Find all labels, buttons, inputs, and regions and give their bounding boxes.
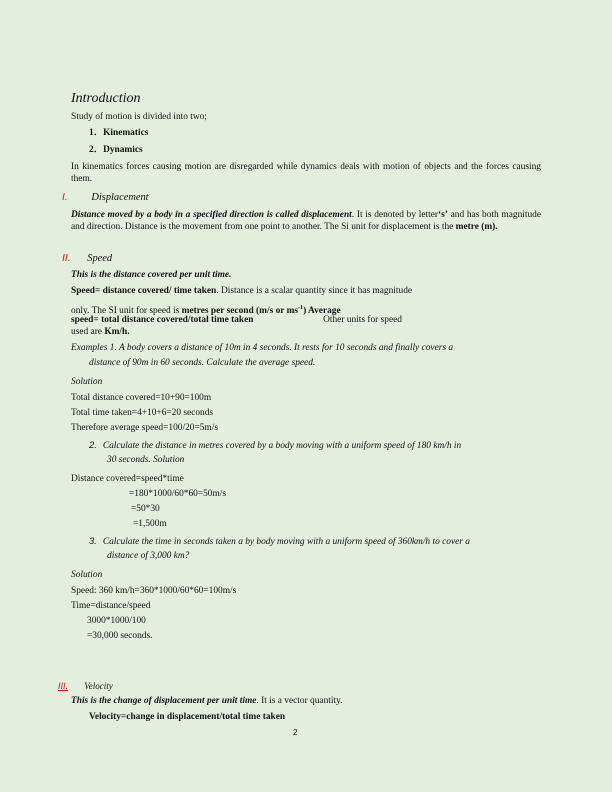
example-number: 3. (89, 535, 97, 546)
speed-units-line (71, 326, 130, 338)
speed-average-line (71, 314, 402, 326)
solution-line: Speed: 360 km/h=360*1000/60*60=100m/s (71, 586, 237, 596)
page-number: 2 (293, 728, 298, 737)
speed-definition: This is the distance covered per unit time. (71, 270, 232, 280)
heading-text: Speed (87, 253, 113, 264)
solution-line: Time=distance/speed (71, 601, 151, 611)
units-value: Km/h. (104, 327, 130, 337)
units-text: used are (71, 327, 105, 337)
example-1-continued: distance of 90m in 60 seconds. Calculate the average speed. (89, 358, 316, 368)
speed-formula-note: . Distance is a scalar quantity since it has magnitude (216, 286, 413, 296)
section-heading-velocity (58, 680, 113, 692)
solution-line: =50*30 (131, 504, 160, 514)
intro-lead: Study of motion is divided into two; (71, 112, 207, 122)
velocity-definition-line (71, 695, 343, 707)
section-heading-displacement (62, 192, 149, 204)
example-1-text: Examples 1. A body covers a distance of 10m in 4 seconds. It rests for 10 seconds and finally covers a (71, 343, 454, 353)
example-3-text (89, 535, 470, 548)
solution-label: Solution (71, 377, 103, 387)
roman-numeral: I. (62, 192, 68, 203)
list-item-dynamics (89, 144, 143, 156)
solution-line: Total time taken=4+10+6=20 seconds (71, 408, 214, 418)
solution-line: Total distance covered=10+90=100m (71, 393, 212, 403)
displacement-unit: metre (m). (455, 222, 498, 232)
speed-si-text: only. The SI unit for speed is (71, 306, 182, 317)
roman-numeral: II. (62, 253, 71, 264)
displacement-paragraph (71, 209, 541, 233)
example-2-continued: 30 seconds. Solution (107, 455, 185, 465)
displacement-letter: ‘s’ (437, 210, 448, 220)
velocity-definition: This is the change of displacement per unit time (71, 696, 257, 706)
example-number: 2. (89, 439, 97, 450)
solution-line: =1,500m (133, 519, 167, 529)
displacement-definition: Distance moved by a body in a specified direction is called displacement (71, 210, 352, 220)
solution-line: =180*1000/60*60=50m/s (129, 489, 227, 499)
list-label: Dynamics (103, 145, 143, 155)
solution-line: Distance covered=speed*time (71, 474, 184, 484)
displacement-text-b: and has both magnitude and direction. Distance is the movement from one point to another. The Si unit for displacement is the (71, 210, 541, 232)
speed-formula-line (71, 285, 412, 297)
roman-numeral: III. (58, 681, 69, 691)
list-number: 2． (89, 145, 104, 155)
list-number: 1． (89, 128, 104, 138)
list-item-kinematics (89, 127, 148, 139)
speed-si-superscript: -1 (298, 305, 304, 311)
solution-line: Therefore average speed=100/20=5m/s (71, 423, 218, 433)
speed-formula: Speed= distance covered/ time taken (71, 286, 217, 296)
speed-si-average: ) Average (303, 306, 341, 317)
intro-paragraph: In kinematics forces causing motion are disregarded while dynamics deals with motion of objects and the forces causing them. (71, 162, 541, 184)
other-units-text: Other units for speed (323, 315, 402, 325)
example-2-text (89, 439, 461, 452)
velocity-definition-note: . It is a vector quantity. (256, 696, 343, 706)
heading-text: Displacement (91, 192, 149, 203)
displacement-text-a: . It is denoted by letter (351, 210, 438, 220)
example-3-continued: distance of 3,000 km? (107, 551, 190, 561)
section-title-introduction: Introduction (71, 91, 141, 106)
heading-text: Velocity (84, 681, 113, 691)
speed-si-unit: metres per second (m/s or ms (181, 306, 299, 317)
example-2-question: Calculate the distance in metres covered by a body moving with a uniform speed of 180 km/h in (102, 441, 462, 451)
section-heading-speed (62, 253, 112, 265)
solution-line: =30,000 seconds. (87, 631, 153, 641)
solution-line: 3000*1000/100 (87, 616, 146, 626)
average-speed-formula: speed= total distance covered/total time taken (71, 315, 254, 325)
example-3-question: Calculate the time in seconds taken a by body moving with a uniform speed of 360km/h to cover a (102, 537, 470, 547)
velocity-formula: Velocity=change in displacement/total time taken (89, 712, 286, 722)
list-label: Kinematics (103, 128, 149, 138)
solution-label: Solution (71, 570, 103, 580)
